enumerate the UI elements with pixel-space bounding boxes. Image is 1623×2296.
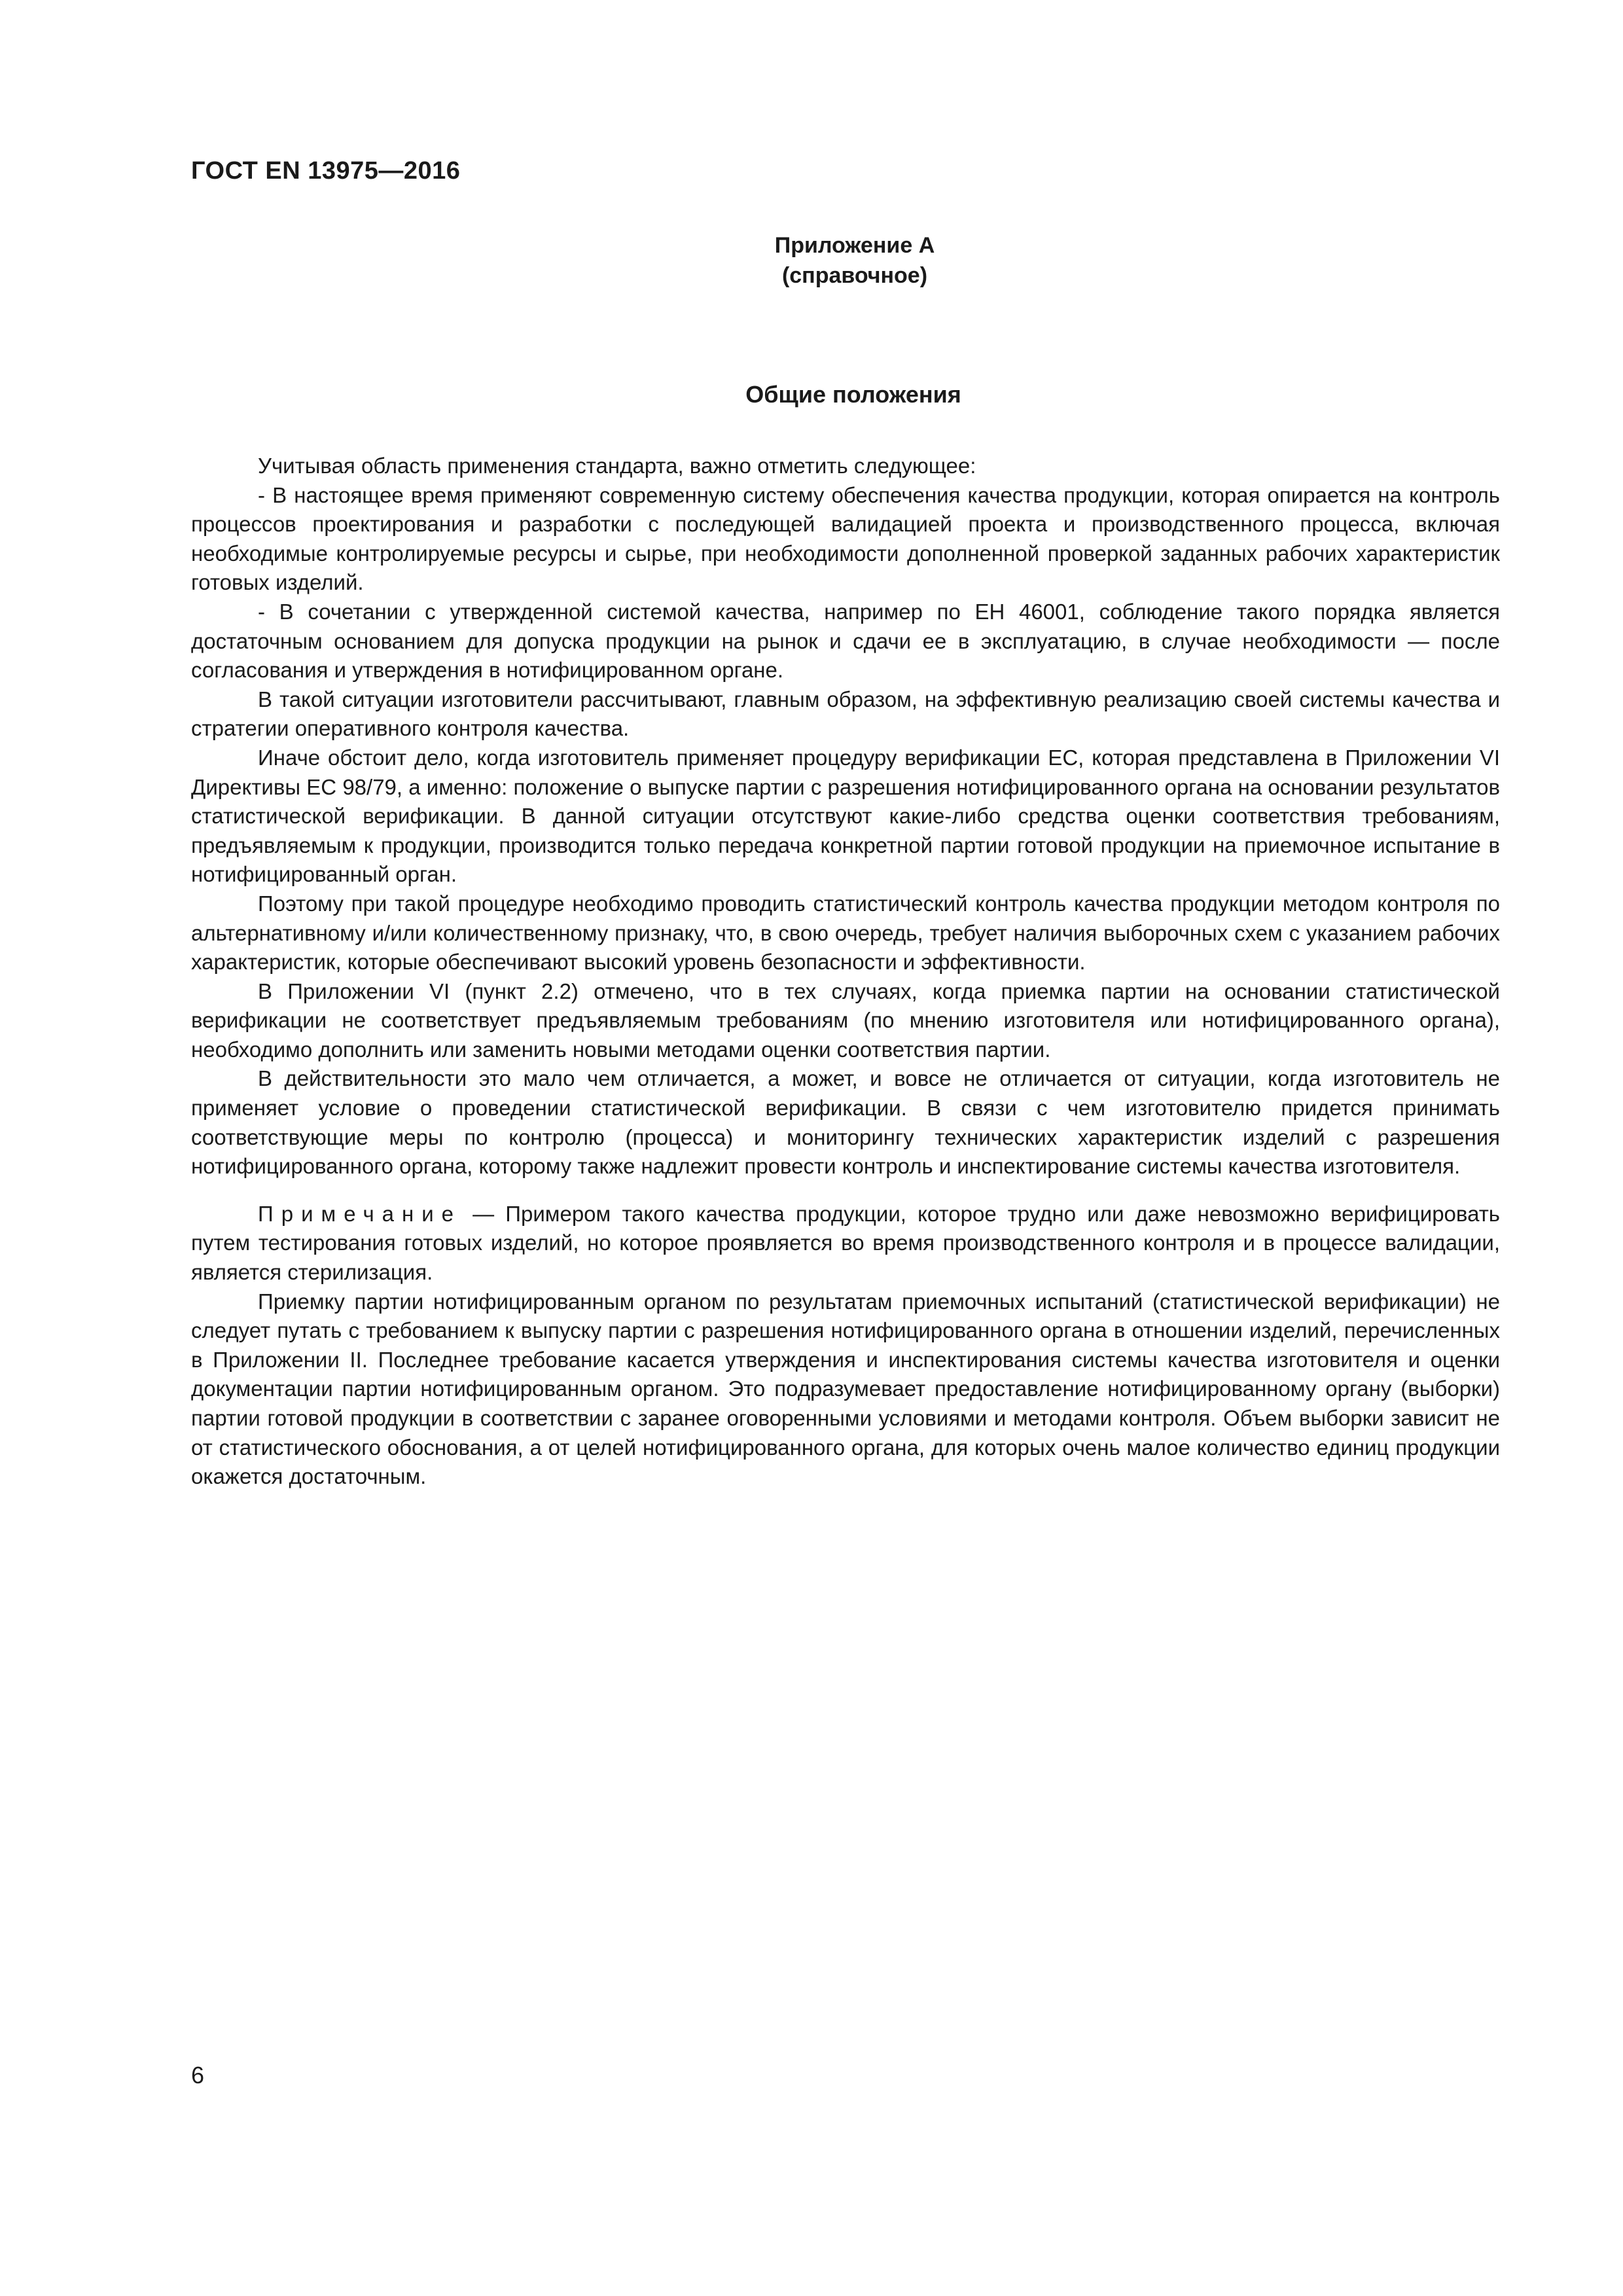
- paragraph: В Приложении VI (пункт 2.2) отмечено, что в тех случаях, когда приемка партии на основании статистической верификации не соответствует предъявляемым требованиям (по мнению изготовителя или нотифицированного органа), необходимо дополнить или заменить новыми методами оценки соответствия партии.: [191, 978, 1500, 1062]
- note-paragraph: [191, 1200, 1500, 1287]
- paragraph: В такой ситуации изготовители рассчитывают, главным образом, на эффективную реализацию своей системы качества и стратегии оперативного контроля качества.: [191, 687, 1500, 741]
- section-title: [0, 381, 1623, 408]
- paragraph: Иначе обстоит дело, когда изготовитель применяет процедуру верификации ЕС, которая представлена в Приложении VI Директивы ЕС 98/79, а именно: положение о выпуске партии с разрешения нотифицированного органа на основании результатов статистической верификации. В данной ситуации отсутствуют какие-либо средства оценки соответствия требованиям, предъявляемым к продукции, производится только передача конкретной партии готовой продукции на приемочное испытание в нотифицированный орган.: [191, 745, 1500, 887]
- note-label: Примечание: [258, 1201, 462, 1226]
- paragraph: Учитывая область применения стандарта, важно отметить следующее:: [258, 454, 976, 478]
- annex-type: (справочное): [781, 263, 928, 288]
- document-body: [191, 452, 1500, 1492]
- paragraph: В действительности это мало чем отличается, а может, и вовсе не отличается от ситуации, когда изготовитель не применяет условие о проведении статистической верификации. В связи с чем изготовителю придется принимать соответствующие меры по контролю (процесса) и мониторингу технических характеристик изделий с разрешения нотифицированного органа, которому также надлежит провести контроль и инспектирование системы качества изготовителя.: [191, 1066, 1500, 1179]
- list-item-paragraph: - В настоящее время применяют современную систему обеспечения качества продукции, которая опирается на контроль процессов проектирования и разработки с последующей валидацией проекта и производственного процесса, включая необходимые контролируемые ресурсы и сырье, при необходимости дополненной проверкой заданных рабочих характеристик готовых изделий.: [191, 482, 1500, 595]
- annex-title: Приложение А: [774, 233, 935, 258]
- final-paragraph: Приемку партии нотифицированным органом по результатам приемочных испытаний (статистической верификации) не следует путать с требованием к выпуску партии с разрешения нотифицированного органа в отношении изделий, перечисленных в Приложении II. Последнее требование касается утверждения и инспектирования системы качества изготовителя и оценки документации партии нотифицированным органом. Это подразумевает предоставление нотифицированному органу (выборки) партии готовой продукции в соответствии с заранее оговоренными условиями и методами контроля. Объем выборки зависит не от статистического обоснования, а от целей нотифицированного органа, для которых очень малое количество единиц продукции окажется достаточным.: [191, 1289, 1500, 1489]
- paragraph: Поэтому при такой процедуре необходимо проводить статистический контроль качества продукции методом контроля по альтернативному и/или количественному признаку, что, в свою очередь, требует наличия выборочных схем с указанием рабочих характеристик, которые обеспечивают высокий уровень безопасности и эффективности.: [191, 891, 1500, 975]
- note-text: — Примером такого качества продукции, которое трудно или даже невозможно верифицировать путем тестирования готовых изделий, но которое проявляется во время производственного контроля и в процессе валидации, является стерилизация.: [191, 1201, 1500, 1285]
- section-title-text: Общие положения: [745, 381, 961, 408]
- page-number: 6: [191, 2062, 205, 2089]
- list-item-paragraph: - В сочетании с утвержденной системой качества, например по ЕН 46001, соблюдение такого порядка является достаточным основанием для допуска продукции на рынок и сдачи ее в эксплуатацию, в случае необходимости — после согласования и утверждения в нотифицированном органе.: [191, 599, 1500, 683]
- annex-heading: [0, 230, 1623, 291]
- document-header: ГОСТ EN 13975—2016: [191, 157, 461, 185]
